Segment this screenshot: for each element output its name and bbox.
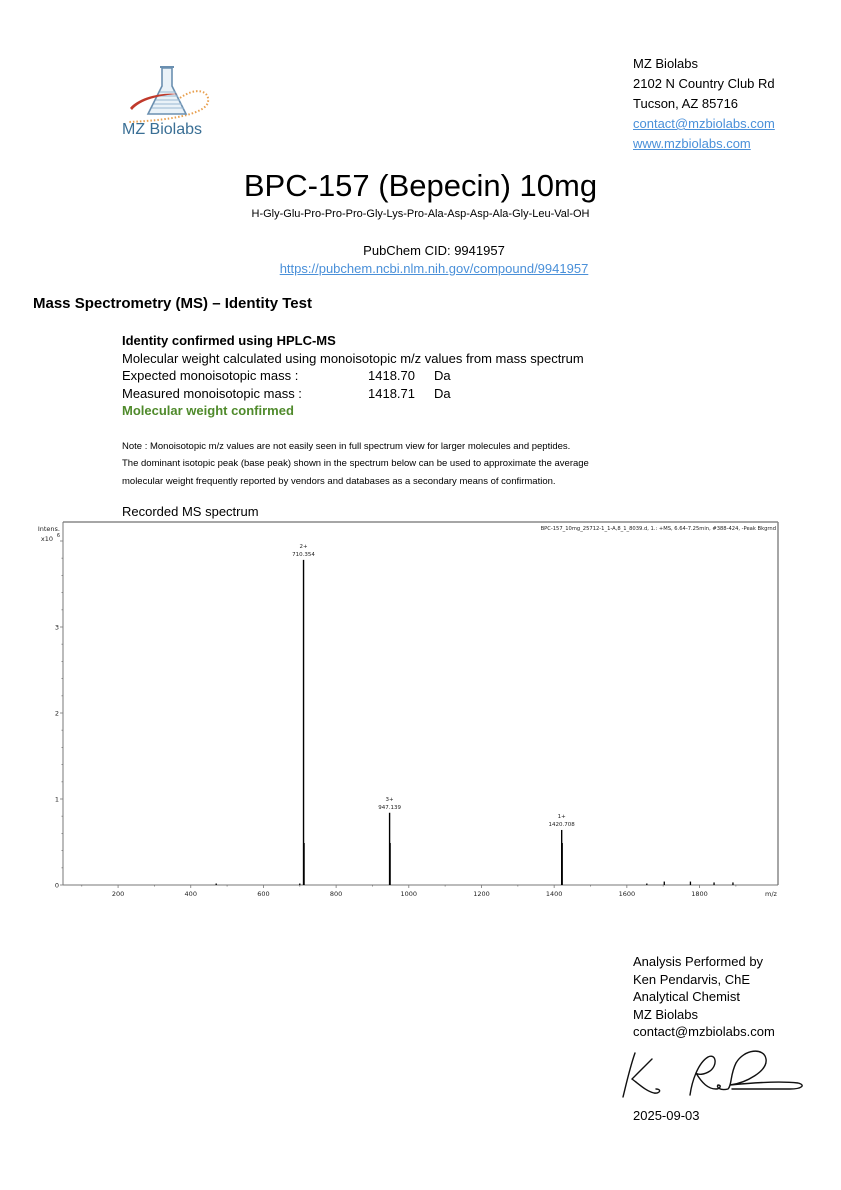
- peak-mz-label: 1420.708: [548, 821, 575, 828]
- measured-mass-value: 1418.71: [368, 385, 415, 401]
- expected-mass-value: 1418.70: [368, 368, 415, 383]
- x-axis-label: m/z: [765, 890, 777, 898]
- measured-mass-row: [122, 385, 584, 403]
- logo-text: MZ Biolabs: [122, 121, 203, 138]
- company-name: MZ Biolabs: [633, 56, 699, 71]
- measured-mass-label: Measured monoisotopic mass :: [122, 385, 302, 401]
- address-line2: Tucson, AZ 85716: [633, 96, 739, 111]
- y-tick-label: 1: [54, 795, 59, 804]
- pubchem-cid: PubChem CID: 9941957: [363, 243, 505, 258]
- note-line: The dominant isotopic peak (base peak) shown in the spectrum below can be used to approximate the average: [122, 458, 589, 470]
- ms-spectrum-chart: [0, 518, 841, 908]
- website-link[interactable]: www.mzbiolabs.com: [633, 136, 751, 151]
- expected-mass-row: [122, 367, 584, 385]
- y-tick-label: 3: [54, 623, 59, 632]
- expected-mass-unit: Da: [434, 368, 451, 383]
- method-text: Identity confirmed using HPLC-MS: [122, 333, 336, 348]
- peak-charge-label: 2+: [299, 543, 308, 550]
- y-axis-exponent: 6: [56, 533, 60, 539]
- company-address: [633, 54, 775, 154]
- note-line: molecular weight frequently reported by vendors and databases as a secondary means of confirmation.: [122, 475, 556, 487]
- peak-mz-label: 710.354: [292, 551, 315, 558]
- x-tick-label: 800: [329, 890, 343, 898]
- analyst-email: contact@mzbiolabs.com: [633, 1024, 775, 1040]
- signoff-date: 2025-09-03: [633, 1108, 700, 1123]
- signoff-block: [633, 953, 775, 1041]
- analyst-company: MZ Biolabs: [633, 1006, 699, 1022]
- expected-mass-label: Expected monoisotopic mass :: [122, 368, 299, 383]
- signoff-heading: Analysis Performed by: [633, 954, 764, 969]
- x-tick-label: 1600: [618, 890, 636, 898]
- section-title: Mass Spectrometry (MS) – Identity Test: [33, 295, 312, 312]
- y-tick-label: 0: [54, 881, 59, 890]
- y-tick-label: 2: [54, 709, 59, 718]
- signature-image: [620, 1045, 810, 1105]
- result-status: Molecular weight confirmed: [122, 403, 294, 418]
- x-tick-label: 1000: [400, 890, 418, 898]
- x-tick-label: 1200: [473, 890, 490, 898]
- y-axis-multiplier: x10: [40, 535, 53, 543]
- page-title: BPC-157 (Bepecin) 10mg: [243, 168, 598, 203]
- note-line: Note : Monoisotopic m/z values are not easily seen in full spectrum view for larger molecules and peptides.: [122, 441, 571, 452]
- peak-mz-label: 947.139: [378, 804, 401, 811]
- y-axis-label: Intens.: [37, 525, 60, 533]
- address-line1: 2102 N Country Club Rd: [633, 76, 775, 91]
- x-tick-label: 200: [111, 890, 125, 898]
- chart-title: BPC-157_10mg_25712-1_1-A,8_1_8039.d, 1.: +MS, 6.64-7.25min, #388-424, -Peak Bkgrnd: [540, 526, 776, 532]
- description-text: Molecular weight calculated using monoisotopic m/z values from mass spectrum: [122, 350, 584, 366]
- measured-mass-unit: Da: [434, 385, 451, 401]
- x-tick-label: 1400: [545, 890, 563, 898]
- x-tick-label: 400: [184, 890, 197, 898]
- peak-charge-label: 1+: [557, 813, 566, 820]
- peptide-sequence: H-Gly-Glu-Pro-Pro-Pro-Gly-Lys-Pro-Ala-Asp-Asp-Ala-Gly-Leu-Val-OH: [251, 208, 590, 220]
- spectrum-title: Recorded MS spectrum: [122, 504, 259, 519]
- analyst-name: Ken Pendarvis, ChE: [633, 971, 751, 987]
- analyst-role: Analytical Chemist: [633, 989, 740, 1005]
- email-link[interactable]: contact@mzbiolabs.com: [633, 116, 775, 131]
- x-tick-label: 1800: [691, 890, 708, 898]
- results-block: [122, 332, 584, 420]
- pubchem-link[interactable]: https://pubchem.ncbi.nlm.nih.gov/compound/9941957: [279, 261, 589, 276]
- peak-charge-label: 3+: [385, 796, 394, 803]
- note-text: [122, 438, 589, 490]
- x-tick-label: 600: [257, 890, 270, 898]
